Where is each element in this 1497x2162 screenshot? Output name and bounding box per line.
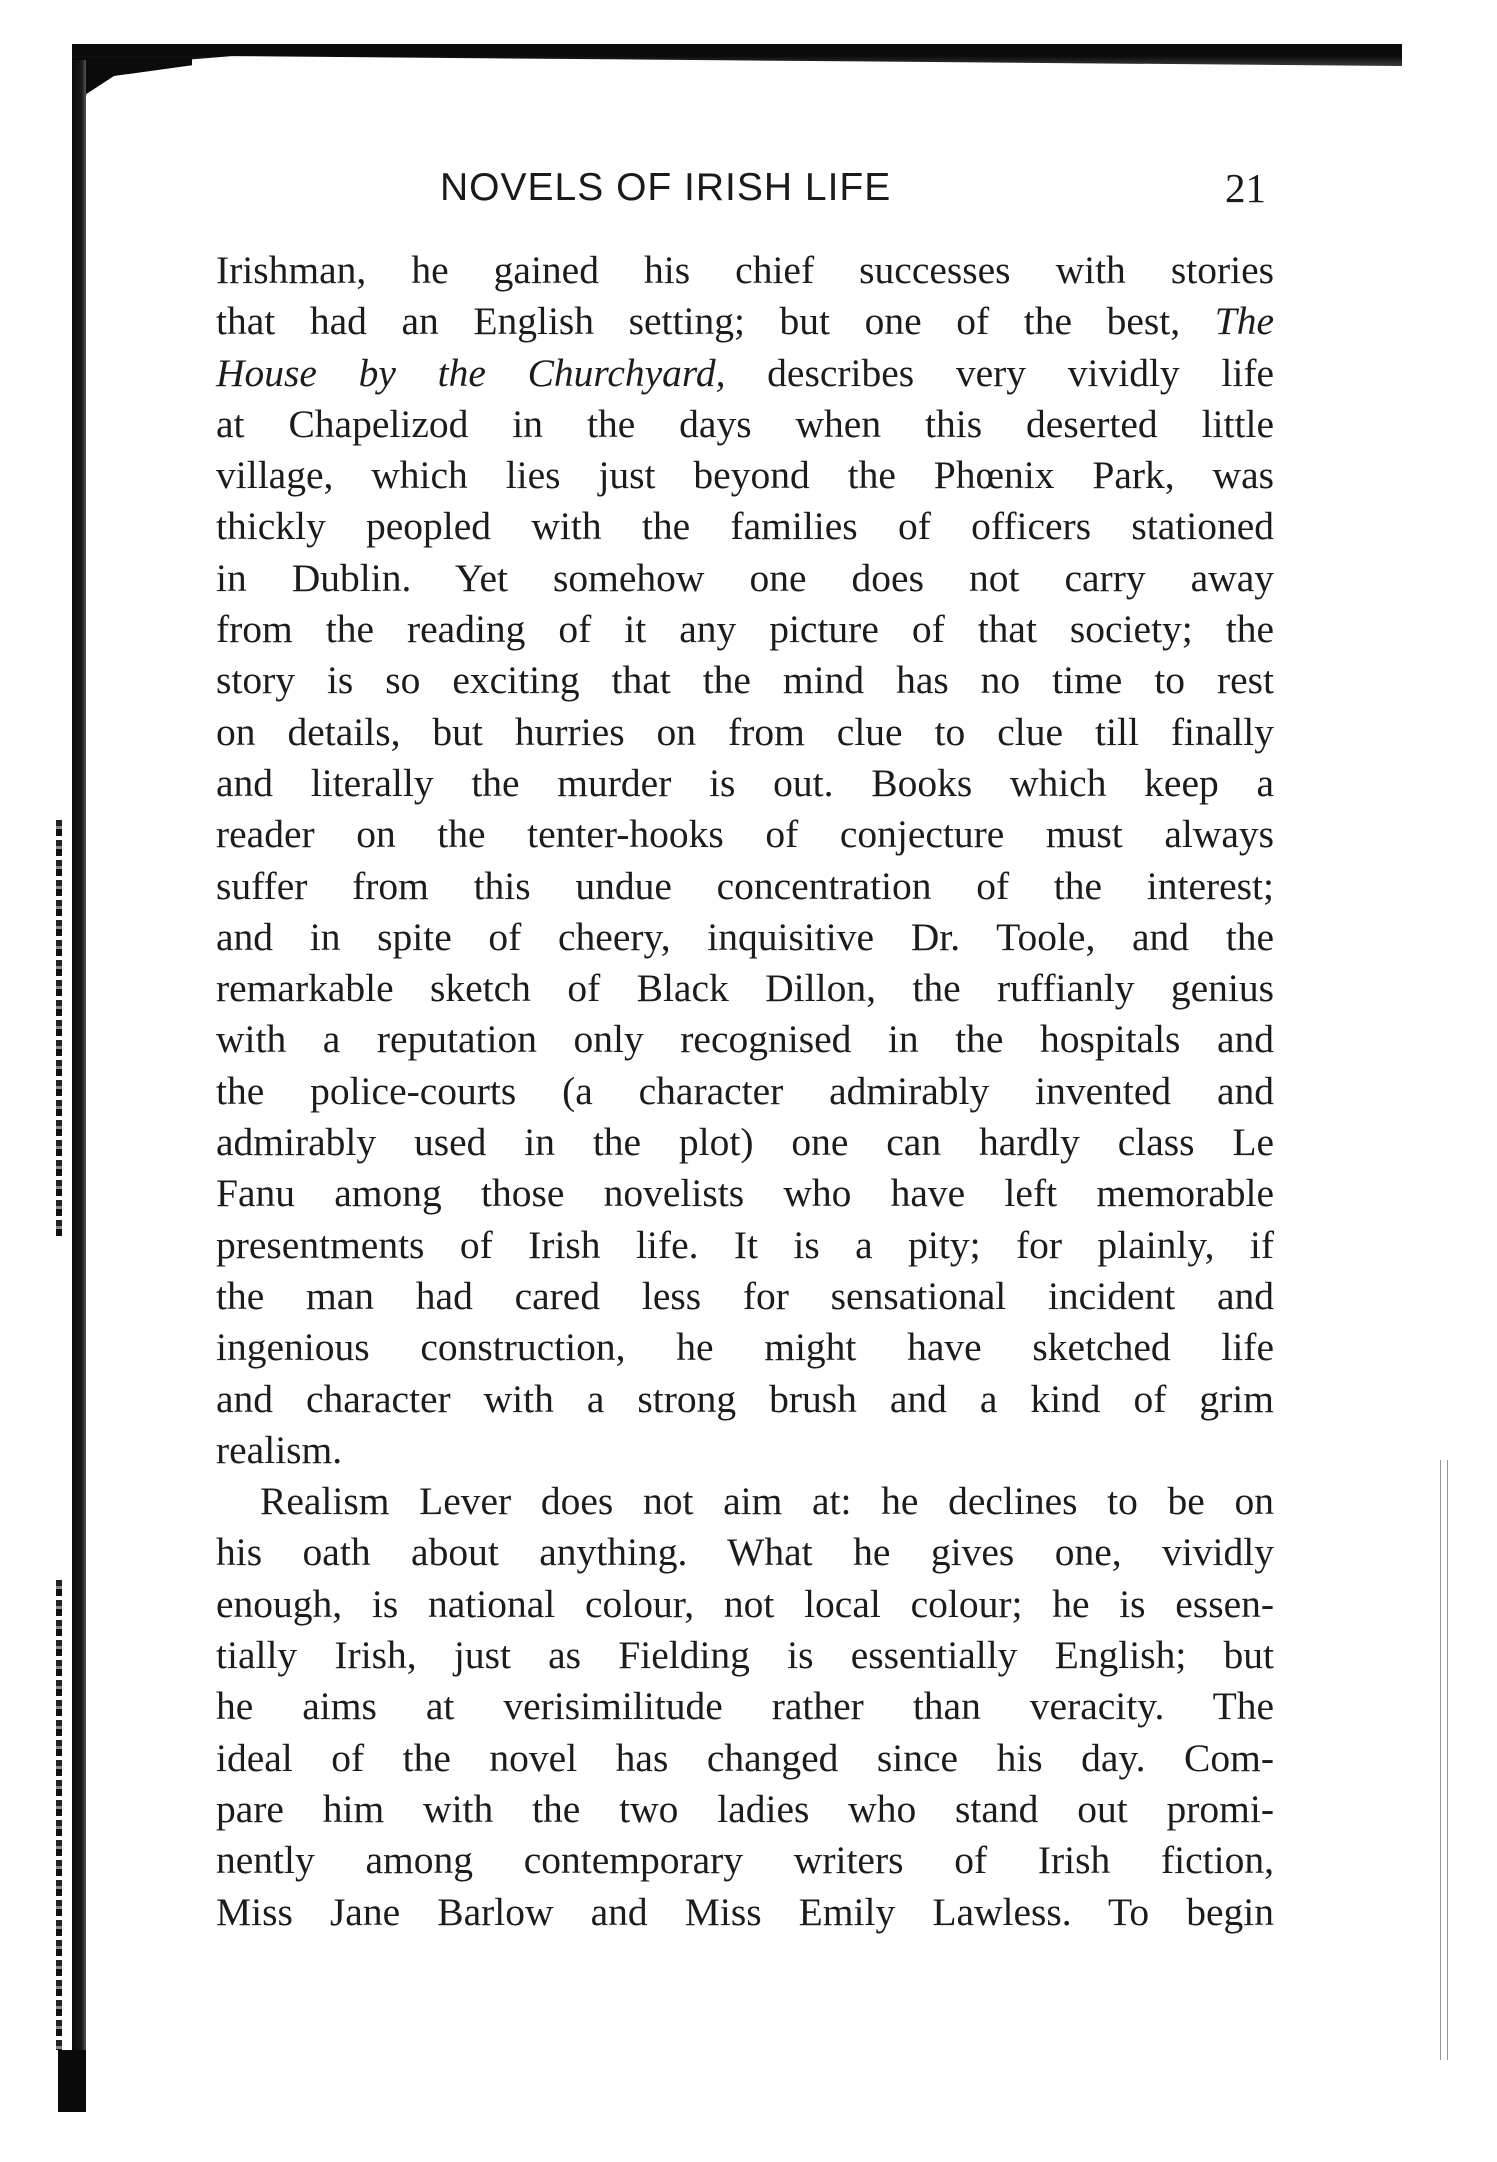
text-line: story is so exciting that the mind has no time to rest <box>216 658 1274 703</box>
text-line: the police-courts (a character admirably invented and <box>216 1068 1274 1113</box>
book-title-italic: House by the Churchyard, <box>216 350 726 395</box>
text-line: and in spite of cheery, inquisitive Dr. Toole, and the <box>216 914 1274 959</box>
text-line-segment: describes very vividly life <box>767 350 1275 395</box>
scan-streak <box>56 820 62 1240</box>
text-line: Irishman, he gained his chief successes with stories <box>216 248 1274 292</box>
scan-streak <box>56 1580 62 2050</box>
text-line: realism. <box>216 1427 343 1472</box>
body-text <box>216 245 1274 1938</box>
text-line: and literally the murder is out. Books which keep a <box>216 760 1274 805</box>
text-line: thickly peopled with the families of officers stationed <box>216 504 1274 549</box>
running-title: NOVELS OF IRISH LIFE <box>440 166 892 209</box>
text-line: ideal of the novel has changed since his day. Com- <box>216 1735 1274 1780</box>
text-line: Fanu among those novelists who have left memorable <box>216 1171 1274 1216</box>
text-line: in Dublin. Yet somehow one does not carry away <box>216 555 1274 600</box>
text-line: nently among contemporary writers of Irish fiction, <box>216 1838 1274 1883</box>
text-line: with a reputation only recognised in the hospitals and <box>216 1017 1274 1062</box>
scan-border-corner <box>72 58 192 118</box>
text-line: enough, is national colour, not local colour; he is essen- <box>216 1581 1274 1626</box>
text-line: Miss Jane Barlow and Miss Emily Lawless. To begin <box>216 1889 1274 1934</box>
text-line: and character with a strong brush and a kind of grim <box>216 1376 1274 1421</box>
scan-border-right <box>1437 1460 1449 2060</box>
page-number: 21 <box>1225 165 1266 211</box>
text-line: village, which lies just beyond the Phœnix Park, was <box>216 453 1274 498</box>
text-line: from the reading of it any picture of that society; the <box>216 607 1274 652</box>
text-line: remarkable sketch of Black Dillon, the ruffianly genius <box>216 966 1274 1011</box>
scan-border-bottom-left <box>58 2050 86 2112</box>
text-line: on details, but hurries on from clue to clue till finally <box>216 709 1274 754</box>
text-line: pare him with the two ladies who stand out promi- <box>216 1786 1274 1831</box>
text-line <box>216 296 1274 347</box>
text-line-segment: that had an English setting; but one of the best, <box>216 299 1181 344</box>
text-line: presentments of Irish life. It is a pity; for plainly, if <box>216 1222 1274 1267</box>
text-line: at Chapelizod in the days when this deserted little <box>216 401 1274 446</box>
text-line: Realism Lever does not aim at: he declines to be on <box>260 1479 1274 1524</box>
text-line: his oath about anything. What he gives one, vividly <box>216 1530 1274 1575</box>
text-line: reader on the tenter-hooks of conjecture must always <box>216 812 1274 857</box>
scan-border-left <box>72 60 86 2110</box>
text-line: the man had cared less for sensational incident and <box>216 1273 1274 1318</box>
text-line: suffer from this undue concentration of the interest; <box>216 863 1274 908</box>
text-line: tially Irish, just as Fielding is essentially English; but <box>216 1633 1274 1678</box>
text-line: he aims at verisimilitude rather than veracity. The <box>216 1684 1274 1729</box>
page-header <box>218 158 1278 218</box>
text-line: ingenious construction, he might have sketched life <box>216 1325 1274 1370</box>
scan-border-top <box>72 44 1402 66</box>
text-line <box>216 348 1274 399</box>
book-title-italic: The <box>1214 299 1275 344</box>
text-line: admirably used in the plot) one can hardly class Le <box>216 1120 1274 1165</box>
